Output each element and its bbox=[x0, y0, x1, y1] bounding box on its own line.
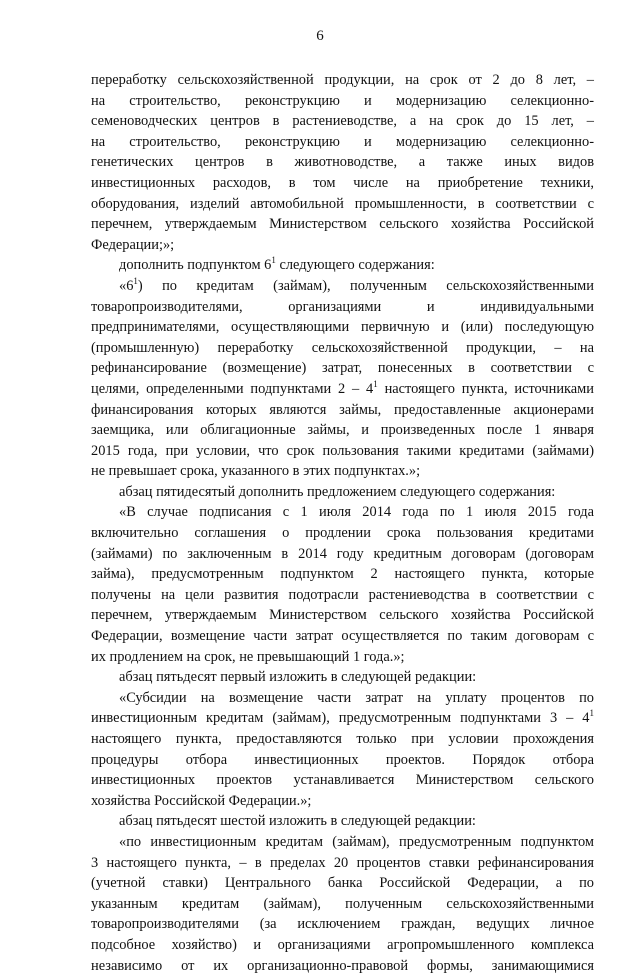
text-line-main: не превышает срока, указанного в этих подпунктах.»; bbox=[91, 463, 421, 480]
text-line bbox=[91, 667, 594, 688]
text-line-main: абзац пятидесятый дополнить предложением следующего содержания: bbox=[119, 483, 556, 500]
text-line-main: оборудования, изделий автомобильной промышленности, в соответствии с bbox=[91, 195, 594, 212]
text-line-main: целями, определенными подпунктами 2 – 4 bbox=[91, 380, 374, 397]
text-line bbox=[91, 235, 594, 256]
text-line-continuation: настоящего пункта, источниками bbox=[377, 380, 594, 397]
text-line bbox=[91, 853, 594, 874]
superscript: 1 bbox=[271, 255, 276, 266]
document-body bbox=[91, 70, 594, 976]
text-line bbox=[91, 544, 594, 565]
text-line bbox=[91, 194, 594, 215]
text-line-main: финансирования которых являются займы, предоставленные акционерами bbox=[91, 401, 594, 418]
text-line-main: переработку сельскохозяйственной продукции, на срок от 2 до 8 лет, – bbox=[91, 72, 594, 88]
text-line bbox=[91, 688, 594, 709]
text-line bbox=[91, 111, 594, 132]
text-line bbox=[91, 400, 594, 421]
text-line-main: (промышленную) переработку сельскохозяйственной продукции, – на bbox=[91, 339, 594, 356]
text-line bbox=[91, 173, 594, 194]
text-line bbox=[91, 791, 594, 812]
text-line bbox=[91, 317, 594, 338]
text-line bbox=[91, 647, 594, 668]
text-line-main: получены на цели развития подотрасли растениеводства в соответствии с bbox=[91, 586, 594, 603]
text-line bbox=[91, 811, 594, 832]
text-line bbox=[91, 873, 594, 894]
text-line bbox=[91, 770, 594, 791]
text-line-main: инвестиционных расходов, в том числе на приобретение техники, bbox=[91, 174, 594, 191]
text-line bbox=[91, 214, 594, 235]
text-line bbox=[91, 626, 594, 647]
text-line-main: «по инвестиционным кредитам (займам), предусмотренным подпунктом bbox=[119, 833, 594, 850]
text-line bbox=[91, 379, 594, 400]
text-line bbox=[91, 132, 594, 153]
text-line bbox=[91, 358, 594, 379]
text-line bbox=[91, 70, 594, 91]
text-line-main: инвестиционным кредитам (займам), предусмотренным подпунктами 3 – 4 bbox=[91, 710, 590, 727]
superscript: 1 bbox=[133, 275, 138, 286]
text-line-main: «В случае подписания с 1 июля 2014 года по 1 июля 2015 года bbox=[119, 504, 594, 521]
text-line-main: на строительство, реконструкцию и модернизацию селекционно- bbox=[91, 133, 594, 150]
text-line bbox=[91, 750, 594, 771]
text-line-main: товаропроизводителями (за исключением граждан, ведущих личное bbox=[91, 916, 594, 933]
text-line-main: Федерации;»; bbox=[91, 236, 175, 253]
text-line-main: на строительство, реконструкцию и модернизацию селекционно- bbox=[91, 92, 594, 109]
superscript: 1 bbox=[373, 378, 378, 389]
text-line bbox=[91, 255, 594, 276]
text-line bbox=[91, 564, 594, 585]
text-line bbox=[91, 914, 594, 935]
text-line-main: семеноводческих центров в растениеводстве, а на срок до 15 лет, – bbox=[91, 113, 594, 130]
text-line-main: предпринимателями, осуществляющими первичную и (или) последующую bbox=[91, 319, 594, 336]
text-line-main: (займами) по заключенным в 2014 году кредитным договорам (договорам bbox=[91, 545, 594, 562]
text-line bbox=[91, 832, 594, 853]
text-line bbox=[91, 461, 594, 482]
text-line bbox=[91, 523, 594, 544]
text-line bbox=[91, 708, 594, 729]
text-line bbox=[91, 894, 594, 915]
text-line bbox=[91, 420, 594, 441]
text-line bbox=[91, 441, 594, 462]
text-line-main: дополнить подпунктом 6 bbox=[119, 257, 272, 274]
text-line-main: 3 настоящего пункта, – в пределах 20 процентов ставки рефинансирования bbox=[91, 854, 594, 871]
text-line-main: перечнем, утверждаемым Министерством сельского хозяйства Российской bbox=[91, 216, 594, 233]
text-line-continuation: ) по кредитам (займам), полученным сельскохозяйственными bbox=[137, 277, 594, 294]
text-line bbox=[91, 502, 594, 523]
text-line-continuation: следующего содержания: bbox=[275, 257, 435, 274]
text-line bbox=[91, 729, 594, 750]
text-line-main: рефинансирование (возмещение) затрат, понесенных в соответствии с bbox=[91, 360, 594, 377]
text-line-main: независимо от их организационно-правовой формы, занимающимися bbox=[91, 957, 594, 974]
text-line bbox=[91, 276, 594, 297]
text-line-main: абзац пятьдесят шестой изложить в следующей редакции: bbox=[119, 813, 476, 830]
text-line-main: указанным кредитам (займам), полученным сельскохозяйственными bbox=[91, 895, 594, 912]
text-line-main: (учетной ставки) Центрального банка Российской Федерации, а по bbox=[91, 875, 594, 892]
text-line-main: «Субсидии на возмещение части затрат на уплату процентов по bbox=[119, 689, 594, 706]
text-line-main: подсобное хозяйство) и организациями агропромышленного комплекса bbox=[91, 936, 594, 953]
text-line-main: их продлением на срок, не превышающий 1 года.»; bbox=[91, 648, 405, 665]
text-line-main: инвестиционных проектов устанавливается Министерством сельского bbox=[91, 772, 594, 789]
text-line bbox=[91, 585, 594, 606]
text-line bbox=[91, 482, 594, 503]
page-number: 6 bbox=[316, 28, 324, 44]
text-line bbox=[91, 935, 594, 956]
text-line-main: процедуры отбора инвестиционных проектов. Порядок отбора bbox=[91, 751, 594, 768]
text-line bbox=[91, 152, 594, 173]
text-line-main: 2015 года, при условии, что срок пользования такими кредитами (займами) bbox=[91, 442, 594, 459]
text-line-main: настоящего пункта, предоставляются только при условии прохождения bbox=[91, 731, 594, 747]
text-line bbox=[91, 956, 594, 976]
text-line-main: заемщика, или облигационные займы, и произведенных после 1 января bbox=[91, 422, 594, 439]
text-line-main: перечнем, утверждаемым Министерством сельского хозяйства Российской bbox=[91, 607, 594, 624]
text-line-main: товаропроизводителями, организациями и индивидуальными bbox=[91, 298, 594, 315]
text-line-main: «6 bbox=[119, 277, 134, 294]
text-line-main: Федерации, возмещение части затрат осуществляется по таким договорам с bbox=[91, 628, 594, 645]
text-line bbox=[91, 605, 594, 626]
superscript: 1 bbox=[589, 708, 594, 719]
text-line-main: абзац пятьдесят первый изложить в следующей редакции: bbox=[119, 669, 477, 686]
text-line bbox=[91, 91, 594, 112]
text-line-main: хозяйства Российской Федерации.»; bbox=[91, 792, 312, 809]
text-line-main: включительно соглашения о продлении срока пользования кредитами bbox=[91, 525, 594, 542]
text-line bbox=[91, 338, 594, 359]
text-line-main: генетических центров в животноводстве, а также иных видов bbox=[91, 154, 594, 171]
text-line-main: займа), предусмотренным подпунктом 2 настоящего пункта, которые bbox=[91, 566, 594, 583]
text-line bbox=[91, 297, 594, 318]
